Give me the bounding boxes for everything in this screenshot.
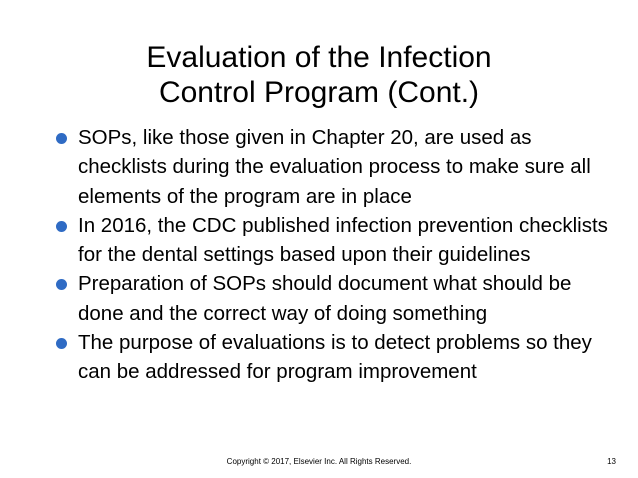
bullet-item bbox=[56, 328, 616, 387]
slide-title-line-1: Evaluation of the Infection bbox=[146, 41, 492, 75]
copyright-notice: Copyright © 2017, Elsevier Inc. All Rights Reserved. bbox=[226, 457, 412, 466]
bullet-dot-icon bbox=[56, 221, 67, 232]
slide-title-line-2: Control Program (Cont.) bbox=[158, 76, 480, 110]
page-number: 13 bbox=[607, 457, 616, 466]
bullet-item bbox=[56, 211, 616, 270]
bullet-text: SOPs, like those given in Chapter 20, are used as checklists during the evaluation process to make sure all elements of the program are in place bbox=[78, 126, 591, 208]
bullet-text: The purpose of evaluations is to detect problems so they can be addressed for program improvement bbox=[78, 331, 592, 384]
bullet-dot-icon bbox=[56, 279, 67, 290]
bullet-dot-icon bbox=[56, 133, 67, 144]
bullet-item bbox=[56, 269, 616, 328]
bullet-item bbox=[56, 123, 616, 211]
slide-title bbox=[0, 40, 638, 110]
bullet-list bbox=[56, 123, 616, 387]
bullet-text: In 2016, the CDC published infection prevention checklists for the dental settings based upon their guidelines bbox=[78, 213, 608, 267]
bullet-text: Preparation of SOPs should document what should be done and the correct way of doing something bbox=[78, 272, 572, 325]
bullet-dot-icon bbox=[56, 338, 67, 349]
